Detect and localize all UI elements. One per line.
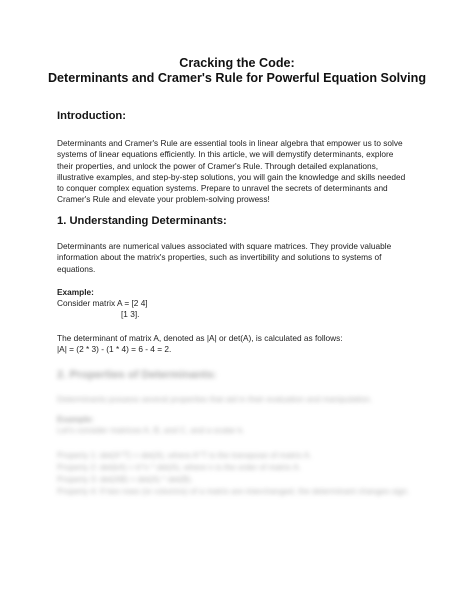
example-label: Example:	[57, 287, 94, 297]
section-1-heading: 1. Understanding Determinants:	[57, 215, 227, 227]
introduction-heading: Introduction:	[57, 110, 126, 122]
section-2-example-intro: Let's consider matrices A, B, and C, and a scalar k.	[57, 425, 245, 435]
section-2-heading: 2. Properties of Determinants:	[57, 369, 217, 381]
paragraph-line: Determinants and Cramer's Rule are essential tools in linear algebra that empower us to solve	[57, 138, 403, 148]
section-2-example-label: Example:	[57, 414, 94, 424]
paragraph-line: Cramer's Rule and elevate your problem-solving prowess!	[57, 194, 270, 205]
section-2-intro: Determinants possess several properties that aid in their evaluation and manipulation.	[57, 394, 372, 404]
property-line: Property 4: If two rows (or columns) of a matrix are interchanged, the determinant changes sign.	[57, 486, 410, 496]
paragraph-line: equations.	[57, 263, 96, 274]
section-1-paragraph	[57, 241, 437, 275]
property-line: Property 3: det(AB) = det(A) * det(B).	[57, 474, 193, 484]
property-line: Property 2: det(kA) = k^n * det(A), where n is the order of matrix A.	[57, 462, 301, 472]
paragraph-line: systems of linear equations efficiently. In this article, we will demystify determinants, explore	[57, 149, 394, 160]
paragraph-line: information about the matrix's properties, such as invertibility and solutions to systems of	[57, 252, 382, 263]
matrix-definition-line-1: Consider matrix A = [2 4]	[57, 298, 148, 308]
introduction-paragraph	[57, 138, 437, 206]
paragraph-line: illustrative examples, and step-by-step solutions, you will gain the knowledge and skills needed	[57, 171, 406, 182]
paragraph-line: to conquer complex equation systems. Prepare to unravel the secrets of determinants and	[57, 183, 388, 194]
paragraph-line: their properties, and unlock the power of Cramer's Rule. Through detailed explanations,	[57, 160, 379, 171]
determinant-calculation: |A| = (2 * 3) - (1 * 4) = 6 - 4 = 2.	[57, 344, 172, 354]
property-line: Property 1: det(A^T) = det(A), where A^T is the transpose of matrix A.	[57, 450, 312, 460]
paragraph-line: Determinants are numerical values associated with square matrices. They provide valuable	[57, 241, 392, 251]
document-title-line-2: Determinants and Cramer's Rule for Powerful Equation Solving	[47, 71, 427, 85]
determinant-explanation: The determinant of matrix A, denoted as |A| or det(A), is calculated as follows:	[57, 333, 343, 343]
document-title-line-1: Cracking the Code:	[179, 56, 295, 70]
matrix-definition-line-2: [1 3].	[121, 309, 140, 319]
